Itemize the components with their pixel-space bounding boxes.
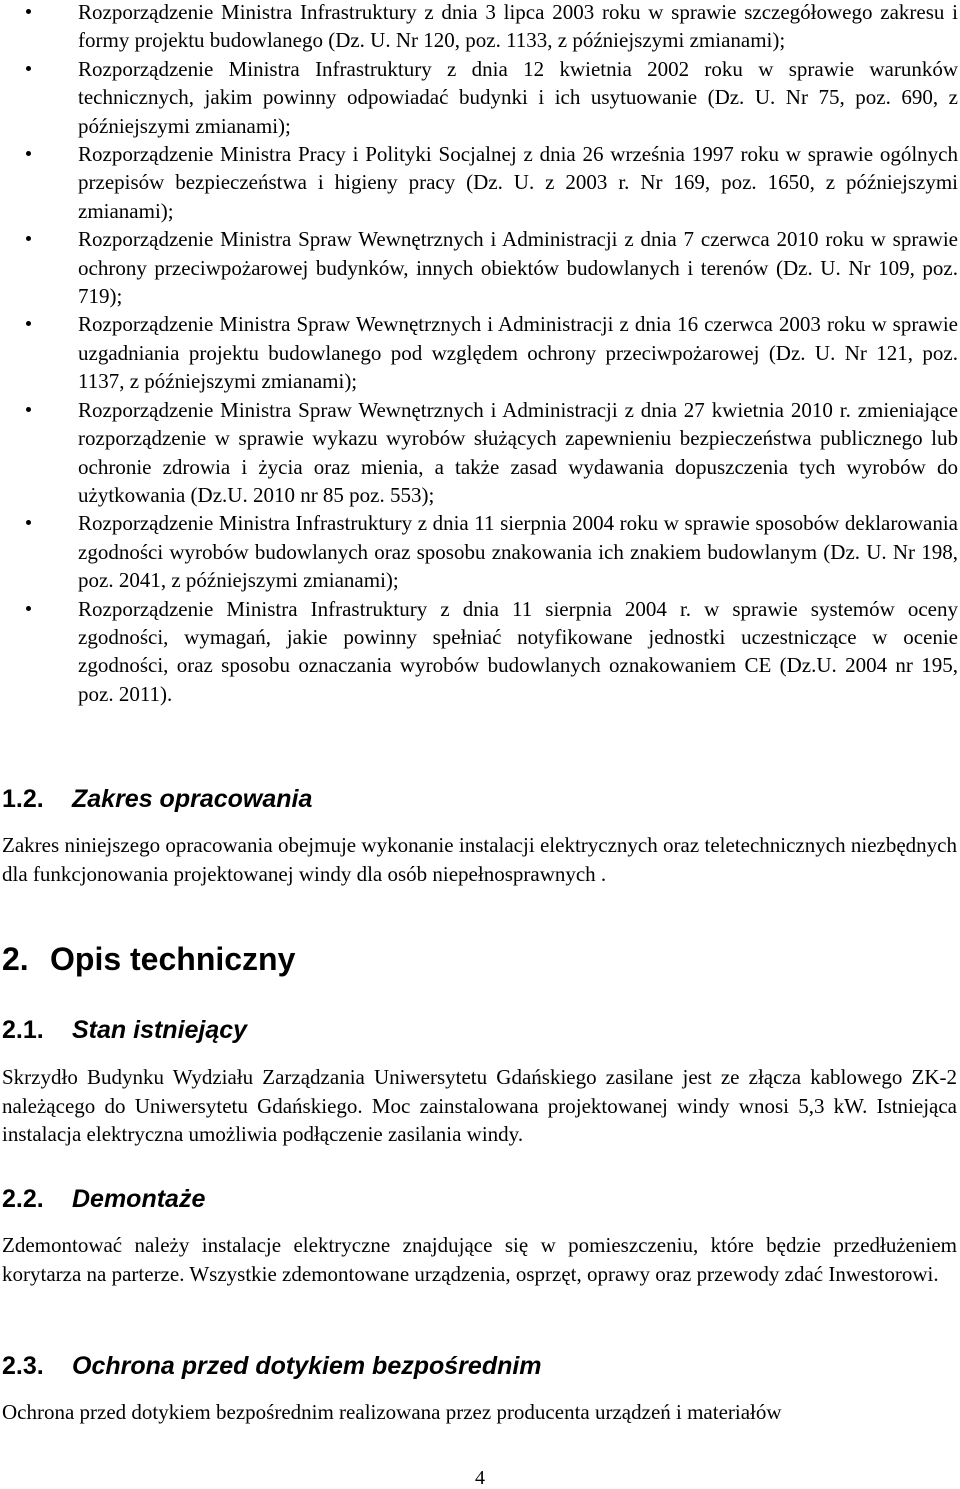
bullet-icon bbox=[26, 321, 31, 326]
section-heading-direct-contact-protection bbox=[2, 1352, 542, 1381]
chapter-title: Opis techniczny bbox=[50, 941, 296, 977]
regulation-item bbox=[0, 225, 958, 310]
regulations-list bbox=[0, 0, 958, 708]
regulation-item bbox=[0, 0, 958, 55]
section-title: Demontaże bbox=[72, 1185, 206, 1213]
section-number: 2.1. bbox=[2, 1016, 44, 1044]
dismantling-paragraph: Zdemontować należy instalacje elektryczne znajdujące się w pomieszczeniu, które będzie przedłużeniem korytarza na parterze. Wszystkie zdemontowane urządzenia, osprzęt, oprawy oraz przewody zdać Inwestorowi. bbox=[2, 1233, 957, 1286]
bullet-icon bbox=[26, 520, 31, 525]
section-heading-existing-state bbox=[2, 1016, 247, 1045]
direct-contact-protection-paragraph: Ochrona przed dotykiem bezpośrednim realizowana przez producenta urządzeń i materiałów bbox=[2, 1400, 782, 1424]
chapter-number: 2. bbox=[2, 941, 29, 977]
section-heading-scope bbox=[2, 785, 312, 814]
page-number: 4 bbox=[475, 1467, 485, 1489]
regulation-text: Rozporządzenie Ministra Spraw Wewnętrznych i Administracji z dnia 27 kwietnia 2010 r. zmieniające rozporządzenie w sprawie wykazu wyrobów służących zapewnieniu bezpieczeństwa publicznego lub ochronie zdrowia i życia oraz mienia, a także zasad wydawania dopuszczenia tych wyrobów do użytkowania (Dz.U. 2010 nr 85 poz. 553); bbox=[78, 397, 958, 507]
regulation-text: Rozporządzenie Ministra Infrastruktury z dnia 3 lipca 2003 roku w sprawie szczegółowego zakresu i formy projektu budowlanego (Dz. U. Nr 120, poz. 1133, z późniejszymi zmianami); bbox=[78, 0, 958, 53]
bullet-icon bbox=[26, 151, 31, 156]
regulation-text: Rozporządzenie Ministra Infrastruktury z dnia 11 sierpnia 2004 roku w sprawie sposobów deklarowania zgodności wyrobów budowlanych oraz sposobu znakowania ich znakiem budowlanym (Dz. U. Nr 198, poz. 2041, z późniejszymi zmianami); bbox=[78, 511, 958, 593]
regulation-item bbox=[0, 55, 958, 140]
bullet-icon bbox=[26, 236, 31, 241]
regulation-text: Rozporządzenie Ministra Spraw Wewnętrznych i Administracji z dnia 16 czerwca 2003 roku w sprawie uzgadniania projektu budowlanego pod względem ochrony przeciwpożarowej (Dz. U. Nr 121, poz. 1137, z późniejszymi zmianami); bbox=[78, 312, 958, 394]
bullet-icon bbox=[26, 9, 31, 14]
section-title: Stan istniejący bbox=[72, 1016, 248, 1044]
scope-paragraph: Zakres niniejszego opracowania obejmuje wykonanie instalacji elektrycznych oraz teletechnicznych niezbędnych dla funkcjonowania projektowanej windy dla osób niepełnosprawnych . bbox=[2, 833, 957, 886]
regulation-text: Rozporządzenie Ministra Infrastruktury z dnia 11 sierpnia 2004 r. w sprawie systemów oceny zgodności, wymagań, jakie powinny spełniać notyfikowane jednostki uczestniczące w ocenie zgodności, oraz sposobu oznaczania wyrobów budowlanych oznakowaniem CE (Dz.U. 2004 nr 195, poz. 2011). bbox=[78, 596, 958, 706]
regulation-item bbox=[0, 310, 958, 395]
section-number: 1.2. bbox=[2, 785, 44, 813]
section-title: Zakres opracowania bbox=[72, 785, 313, 813]
section-number: 2.2. bbox=[2, 1185, 44, 1213]
chapter-heading bbox=[2, 941, 295, 978]
section-heading-dismantling bbox=[2, 1185, 205, 1214]
regulation-text: Rozporządzenie Ministra Pracy i Polityki Socjalnej z dnia 26 września 1997 roku w sprawie ogólnych przepisów bezpieczeństwa i higieny pracy (Dz. U. z 2003 r. Nr 169, poz. 1650, z późniejszymi zmianami); bbox=[78, 142, 958, 223]
regulation-text: Rozporządzenie Ministra Spraw Wewnętrznych i Administracji z dnia 7 czerwca 2010 roku w sprawie ochrony przeciwpożarowej budynków, innych obiektów budowlanych i terenów (Dz. U. Nr 109, poz. 719); bbox=[78, 227, 958, 309]
section-number: 2.3. bbox=[2, 1352, 44, 1380]
existing-state-paragraph: Skrzydło Budynku Wydziału Zarządzania Uniwersytetu Gdańskiego zasilane jest ze złącza kablowego ZK-2 należącego do Uniwersytetu Gdańskiego. Moc zainstalowana projektowanej windy wnosi 5,3 kW. Istniejąca instalacja elektryczna umożliwia podłączenie zasilania windy. bbox=[2, 1065, 957, 1147]
bullet-icon bbox=[26, 606, 31, 611]
bullet-icon bbox=[26, 407, 31, 412]
regulation-text: Rozporządzenie Ministra Infrastruktury z dnia 12 kwietnia 2002 roku w sprawie warunków technicznych, jakim powinny odpowiadać budynki i ich usytuowanie (Dz. U. Nr 75, poz. 690, z późniejszymi zmianami); bbox=[78, 56, 958, 138]
section-title: Ochrona przed dotykiem bezpośrednim bbox=[72, 1352, 542, 1380]
regulation-item bbox=[0, 509, 958, 594]
bullet-icon bbox=[26, 66, 31, 71]
regulation-item bbox=[0, 396, 958, 510]
regulation-item bbox=[0, 140, 958, 225]
regulation-item bbox=[0, 595, 958, 709]
